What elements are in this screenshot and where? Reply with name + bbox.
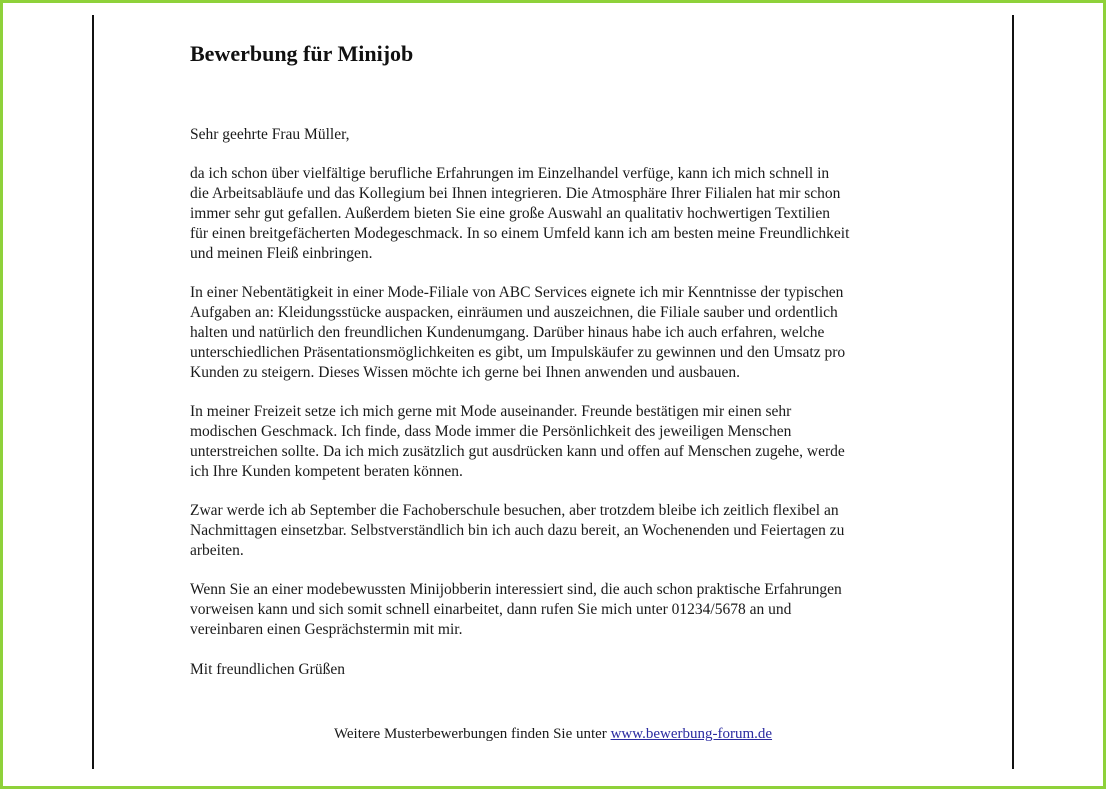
letter-paragraph-1: da ich schon über vielfältige berufliche Erfahrungen im Einzelhandel verfüge, kann ich mich schnell in die Arbeitsabläufe und das Kollegium bei Ihnen integrieren. Die Atmosphäre Ihrer Filialen hat mir schon immer sehr gut gefallen. Außerdem bieten Sie eine große Auswahl an qualitativ hochwertigen Textilien für einen breitgefächerten Modegeschmack. In so einem Umfeld kann ich am besten meine Freundlichkeit und meinen Fleiß einbringen. — [190, 165, 850, 262]
letter-title: Bewerbung für Minijob — [190, 41, 414, 66]
letter-paragraph-5: Wenn Sie an einer modebewussten Minijobberin interessiert sind, die auch schon praktische Erfahrungen vorweisen kann und sich somit schnell einarbeitet, dann rufen Sie mich unter 01234/5678 an und vereinbaren einen Gesprächstermin mit mir. — [190, 581, 842, 638]
footer-link[interactable]: www.bewerbung-forum.de — [610, 726, 773, 742]
letter-body — [190, 39, 930, 680]
letter-paragraph-4: Zwar werde ich ab September die Fachoberschule besuchen, aber trotzdem bleibe ich zeitlich flexibel an Nachmittagen einsetzbar. Selbstverständlich bin ich auch dazu bereit, an Wochenenden und Feiertagen zu arbeiten. — [190, 502, 845, 559]
left-margin-line — [92, 15, 94, 769]
letter-paragraph-3: In meiner Freizeit setze ich mich gerne mit Mode auseinander. Freunde bestätigen mir einen sehr modischen Geschmack. Ich finde, dass Mode immer die Persönlichkeit des jeweiligen Menschen unterstreichen sollte. Da ich mich zusätzlich gut ausdrücken kann und offen auf Menschen zugehe, werde ich Ihre Kunden kompetent beraten können. — [190, 403, 845, 480]
letter-paragraph-2: In einer Nebentätigkeit in einer Mode-Filiale von ABC Services eignete ich mir Kenntnisse der typischen Aufgaben an: Kleidungsstücke auspacken, einräumen und auszeichnen, die Filiale sauber und ordentlich halten und natürlich den freundlichen Kundenumgang. Darüber hinaus habe ich auch erfahren, welche unterschiedlichen Präsentationsmöglichkeiten es gibt, um Impulskäufer zu gewinnen und den Umsatz pro Kunden zu steigern. Dieses Wissen möchte ich gerne bei Ihnen anwenden und ausbauen. — [190, 284, 846, 381]
letter-closing: Mit freundlichen Grüßen — [190, 661, 345, 678]
right-margin-line — [1012, 15, 1014, 769]
letter-salutation: Sehr geehrte Frau Müller, — [190, 126, 350, 143]
footer-text: Weitere Musterbewerbungen finden Sie unter — [333, 726, 607, 742]
page-footer — [3, 724, 1103, 744]
